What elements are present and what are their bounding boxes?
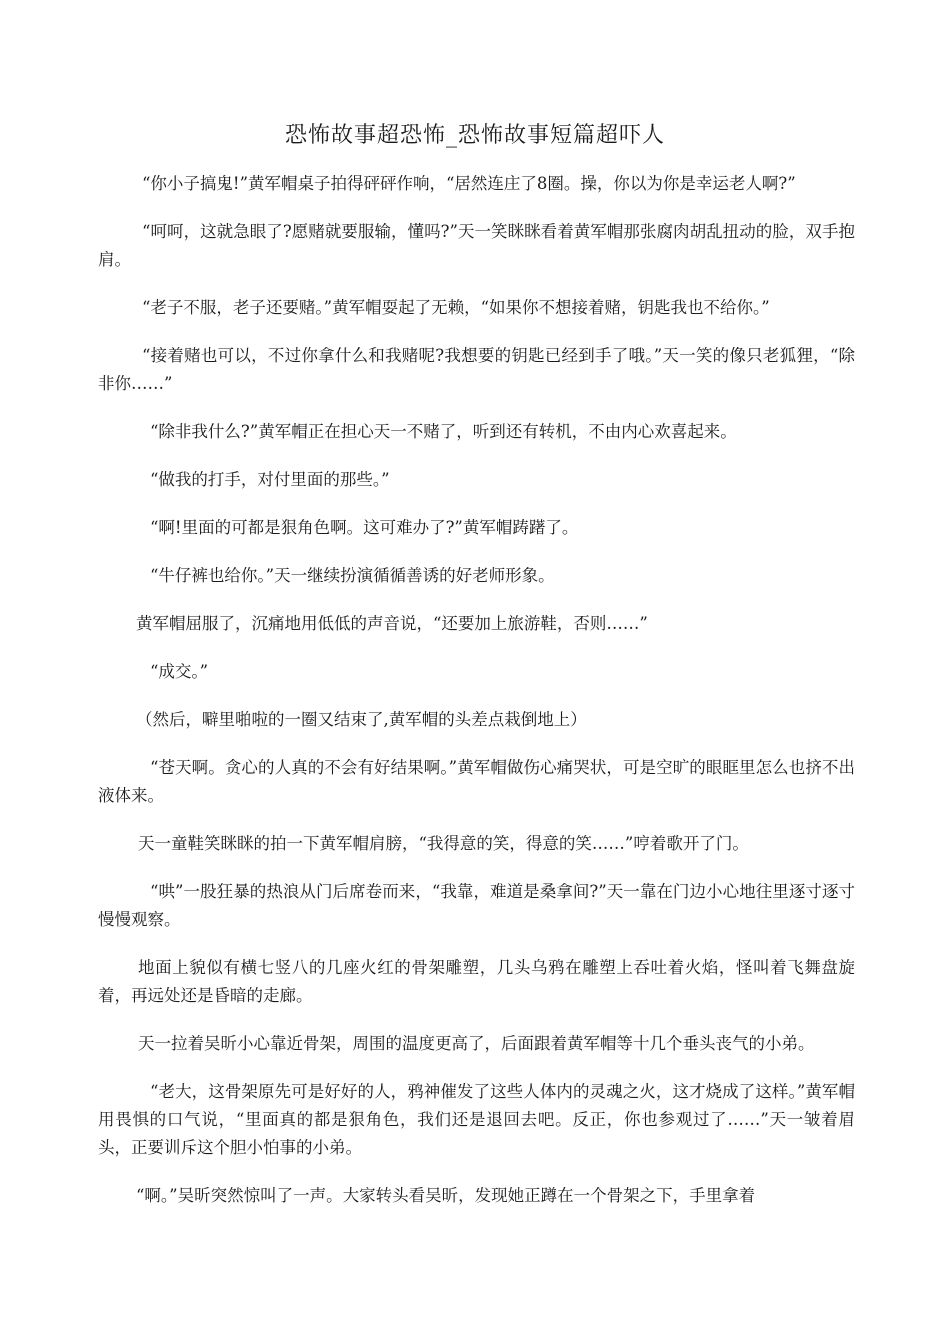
paragraph: “哄”一股狂暴的热浪从门后席卷而来，“我靠，难道是桑拿间?”天一靠在门边小心地往里逐寸逐寸慢慢观察。 (98, 882, 855, 929)
paragraph: “啊。”吴昕突然惊叫了一声。大家转头看吴昕，发现她正蹲在一个骨架之下，手里拿着 (136, 1186, 756, 1205)
paragraph: 地面上貌似有横七竖八的几座火红的骨架雕塑，几头乌鸦在雕塑上吞吐着火焰，怪叫着飞舞盘旋着，再远处还是昏暗的走廊。 (98, 958, 855, 1005)
paragraph: “除非我什么?”黄军帽正在担心天一不赌了，听到还有转机，不由内心欢喜起来。 (150, 422, 737, 441)
paragraph: “呵呵，这就急眼了?愿赌就要服输，懂吗?”天一笑眯眯看着黄军帽那张腐肉胡乱扭动的脸，双手抱肩。 (98, 222, 855, 269)
paragraph: 天一童鞋笑眯眯的拍一下黄军帽肩膀，“我得意的笑，得意的笑……”哼着歌开了门。 (138, 834, 749, 853)
paragraph: “老子不服，老子还要赌。”黄军帽耍起了无赖，“如果你不想接着赌，钥匙我也不给你。” (142, 298, 770, 317)
paragraph: “做我的打手，对付里面的那些。” (150, 470, 390, 489)
document-body (98, 170, 855, 1230)
paragraph: “苍天啊。贪心的人真的不会有好结果啊。”黄军帽做伤心痛哭状，可是空旷的眼眶里怎么也挤不出液体来。 (98, 758, 855, 805)
paragraph: “啊!里面的可都是狠角色啊。这可难办了?”黄军帽踌躇了。 (150, 518, 579, 537)
paragraph: （然后，噼里啪啦的一圈又结束了,黄军帽的头差点栽倒地上） (136, 710, 587, 729)
document-title: 恐怖故事超恐怖_恐怖故事短篇超吓人 (284, 123, 665, 148)
paragraph: 黄军帽屈服了，沉痛地用低低的声音说，“还要加上旅游鞋，否则……” (136, 614, 648, 633)
paragraph: “牛仔裤也给你。”天一继续扮演循循善诱的好老师形象。 (150, 566, 555, 585)
paragraph: “成交。” (150, 662, 209, 681)
paragraph: “老大，这骨架原先可是好好的人，鸦神催发了这些人体内的灵魂之火，这才烧成了这样。”黄军帽用畏惧的口气说，“里面真的都是狠角色，我们还是退回去吧。反正，你也参观过了……”天一皱着眉头，正要训斥这个胆小怕事的小弟。 (98, 1082, 855, 1157)
paragraph: 天一拉着吴昕小心靠近骨架，周围的温度更高了，后面跟着黄军帽等十几个垂头丧气的小弟。 (138, 1034, 815, 1053)
paragraph: “你小子搞鬼!”黄军帽桌子拍得砰砰作响，“居然连庄了8圈。操，你以为你是幸运老人啊?” (142, 174, 796, 193)
paragraph: “接着赌也可以，不过你拿什么和我赌呢?我想要的钥匙已经到手了哦。”天一笑的像只老狐狸，“除非你……” (98, 346, 855, 393)
